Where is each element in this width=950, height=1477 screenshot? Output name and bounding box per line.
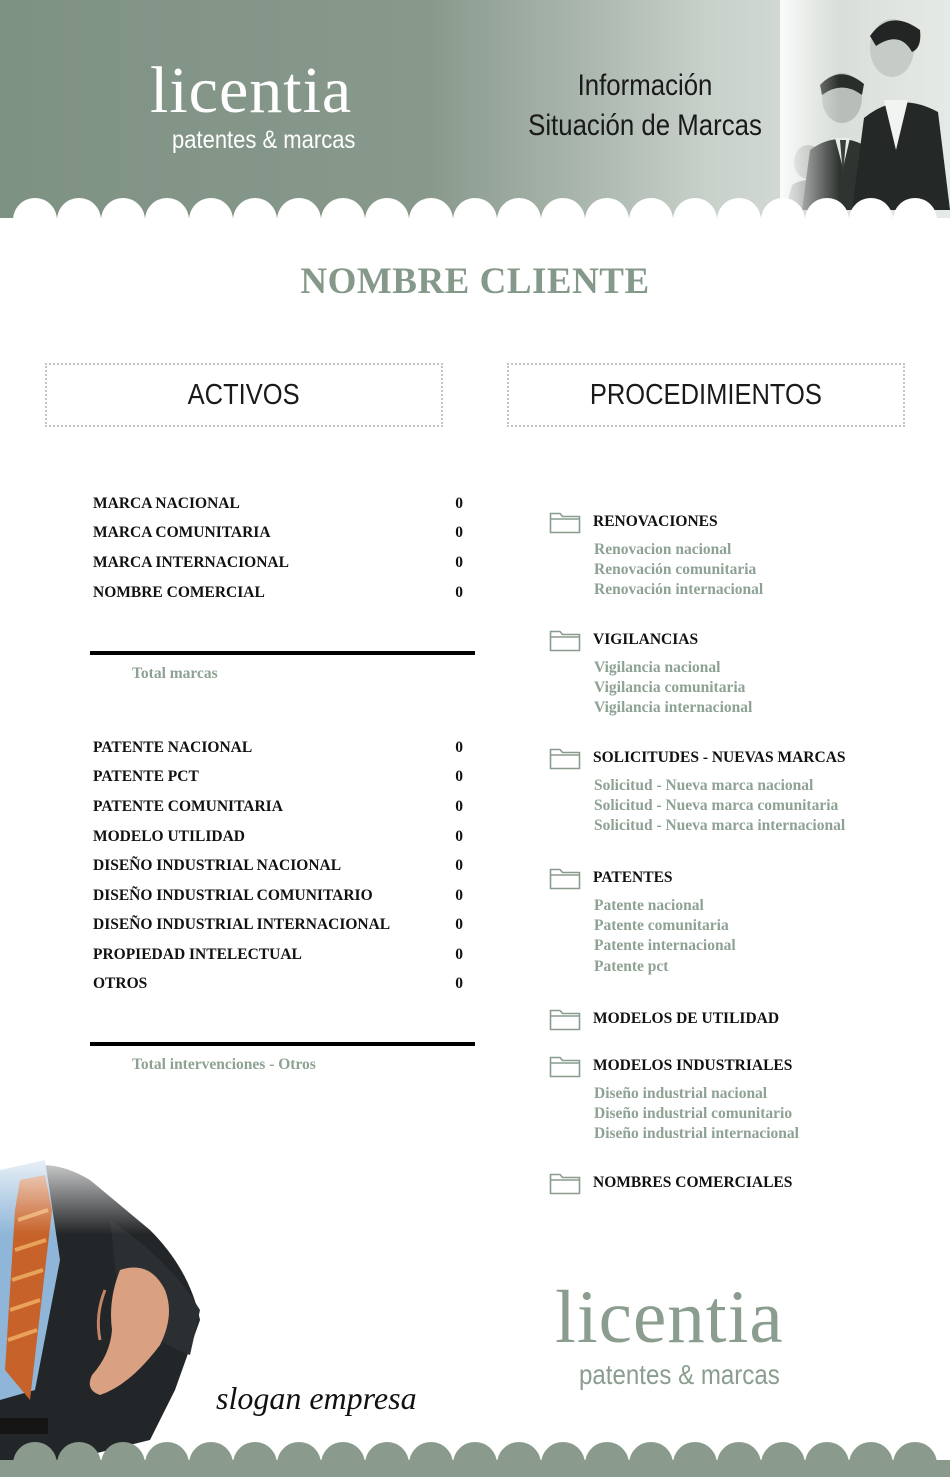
header-banner bbox=[0, 0, 950, 230]
total-marcas-rule bbox=[90, 651, 475, 655]
folder-icon bbox=[549, 1054, 581, 1078]
folder-icon bbox=[549, 510, 581, 534]
total-otros-rule bbox=[90, 1042, 475, 1046]
activo-value: 0 bbox=[455, 768, 463, 785]
activo-label: NOMBRE COMERCIAL bbox=[93, 584, 265, 601]
client-name: NOMBRE CLIENTE bbox=[300, 261, 650, 302]
activo-label: MODELO UTILIDAD bbox=[93, 828, 246, 845]
proc-item: Solicitud - Nueva marca internacional bbox=[594, 817, 846, 835]
activo-row bbox=[93, 913, 463, 937]
folder-icon bbox=[549, 866, 581, 890]
proc-title: RENOVACIONES bbox=[593, 513, 718, 530]
section-activos-label: ACTIVOS bbox=[187, 378, 301, 411]
proc-title: SOLICITUDES - NUEVAS MARCAS bbox=[593, 749, 846, 766]
proc-group-vigilancias bbox=[549, 626, 909, 719]
proc-group-solicitudes bbox=[549, 744, 909, 837]
proc-title: PATENTES bbox=[593, 869, 673, 886]
activo-row bbox=[93, 492, 463, 516]
proc-item: Diseño industrial internacional bbox=[594, 1125, 799, 1143]
activo-value: 0 bbox=[455, 584, 463, 601]
proc-item: Vigilancia comunitaria bbox=[594, 679, 746, 697]
total-otros-label: Total intervenciones - Otros bbox=[132, 1056, 316, 1073]
activo-label: MARCA INTERNACIONAL bbox=[93, 554, 289, 571]
folder-icon bbox=[549, 1171, 581, 1195]
proc-item: Renovación comunitaria bbox=[594, 561, 757, 579]
proc-item: Renovacion nacional bbox=[594, 541, 732, 558]
proc-group-patentes bbox=[549, 864, 909, 977]
header-title-line1: Información bbox=[577, 69, 713, 102]
proc-item: Patente pct bbox=[594, 957, 669, 975]
proc-title: MODELOS INDUSTRIALES bbox=[593, 1057, 793, 1074]
header-title bbox=[520, 66, 769, 146]
proc-group-modelos-utilidad bbox=[549, 1005, 909, 1033]
activo-row bbox=[93, 943, 463, 967]
folder-icon bbox=[549, 1007, 581, 1031]
activo-value: 0 bbox=[455, 828, 463, 845]
activo-label: PATENTE PCT bbox=[93, 768, 199, 785]
folder-icon bbox=[549, 628, 581, 652]
business-people-image bbox=[780, 0, 950, 210]
section-procedimientos-label: PROCEDIMIENTOS bbox=[589, 378, 823, 411]
proc-item: Patente comunitaria bbox=[594, 917, 729, 935]
activo-value: 0 bbox=[455, 739, 463, 756]
header-title-line2: Situación de Marcas bbox=[528, 109, 762, 142]
footer-logo-sub: patentes & marcas bbox=[579, 1359, 780, 1390]
proc-item: Diseño industrial comunitario bbox=[594, 1105, 793, 1123]
folder-icon bbox=[549, 746, 581, 770]
proc-item: Diseño industrial nacional bbox=[594, 1085, 768, 1102]
proc-item: Vigilancia nacional bbox=[594, 659, 721, 676]
activo-row bbox=[93, 736, 463, 760]
footer-logo-word: licentia bbox=[555, 1276, 784, 1359]
proc-title: VIGILANCIAS bbox=[593, 631, 699, 648]
activo-value: 0 bbox=[455, 946, 463, 963]
header-logo bbox=[150, 54, 390, 155]
proc-item: Vigilancia internacional bbox=[594, 699, 753, 717]
activo-label: DISEÑO INDUSTRIAL COMUNITARIO bbox=[93, 887, 373, 904]
section-activos bbox=[45, 363, 443, 427]
activo-row bbox=[93, 581, 463, 605]
activo-label: DISEÑO INDUSTRIAL NACIONAL bbox=[93, 857, 342, 874]
proc-item: Renovación internacional bbox=[594, 581, 764, 599]
footer-scallop-edge bbox=[0, 1438, 950, 1477]
activo-value: 0 bbox=[455, 495, 463, 512]
activo-label: PATENTE NACIONAL bbox=[93, 739, 253, 756]
proc-title: NOMBRES COMERCIALES bbox=[593, 1174, 793, 1191]
activo-value: 0 bbox=[455, 916, 463, 933]
header-logo-word: licentia bbox=[150, 54, 353, 127]
activo-label: OTROS bbox=[93, 975, 148, 992]
activo-label: DISEÑO INDUSTRIAL INTERNACIONAL bbox=[93, 916, 391, 933]
activo-value: 0 bbox=[455, 554, 463, 571]
activo-row bbox=[93, 825, 463, 849]
activo-row bbox=[93, 521, 463, 545]
activo-label: MARCA NACIONAL bbox=[93, 495, 240, 512]
activo-row bbox=[93, 765, 463, 789]
activo-row bbox=[93, 795, 463, 819]
activo-value: 0 bbox=[455, 524, 463, 541]
activo-label: PATENTE COMUNITARIA bbox=[93, 798, 283, 815]
proc-group-renovaciones bbox=[549, 508, 909, 601]
activo-label: PROPIEDAD INTELECTUAL bbox=[93, 946, 302, 963]
proc-title: MODELOS DE UTILIDAD bbox=[593, 1010, 780, 1027]
activo-value: 0 bbox=[455, 798, 463, 815]
slogan: slogan empresa bbox=[216, 1380, 417, 1416]
proc-item: Patente nacional bbox=[594, 897, 704, 914]
proc-item: Solicitud - Nueva marca comunitaria bbox=[594, 797, 839, 815]
footer-logo bbox=[555, 1276, 815, 1391]
handshake-businessman-image bbox=[0, 1140, 215, 1477]
header-scallop-edge bbox=[0, 196, 950, 230]
activo-row bbox=[93, 551, 463, 575]
activo-value: 0 bbox=[455, 857, 463, 874]
activo-value: 0 bbox=[455, 887, 463, 904]
proc-item: Solicitud - Nueva marca nacional bbox=[594, 777, 814, 794]
activo-label: MARCA COMUNITARIA bbox=[93, 524, 271, 541]
activo-row bbox=[93, 854, 463, 878]
proc-item: Patente internacional bbox=[594, 937, 736, 955]
proc-group-modelos-industriales bbox=[549, 1052, 909, 1145]
activo-value: 0 bbox=[455, 975, 463, 992]
section-procedimientos bbox=[507, 363, 905, 427]
activo-row bbox=[93, 972, 463, 996]
activo-row bbox=[93, 884, 463, 908]
header-logo-sub: patentes & marcas bbox=[172, 126, 356, 154]
total-marcas-label: Total marcas bbox=[132, 665, 218, 682]
proc-group-nombres-comerciales bbox=[549, 1169, 909, 1197]
